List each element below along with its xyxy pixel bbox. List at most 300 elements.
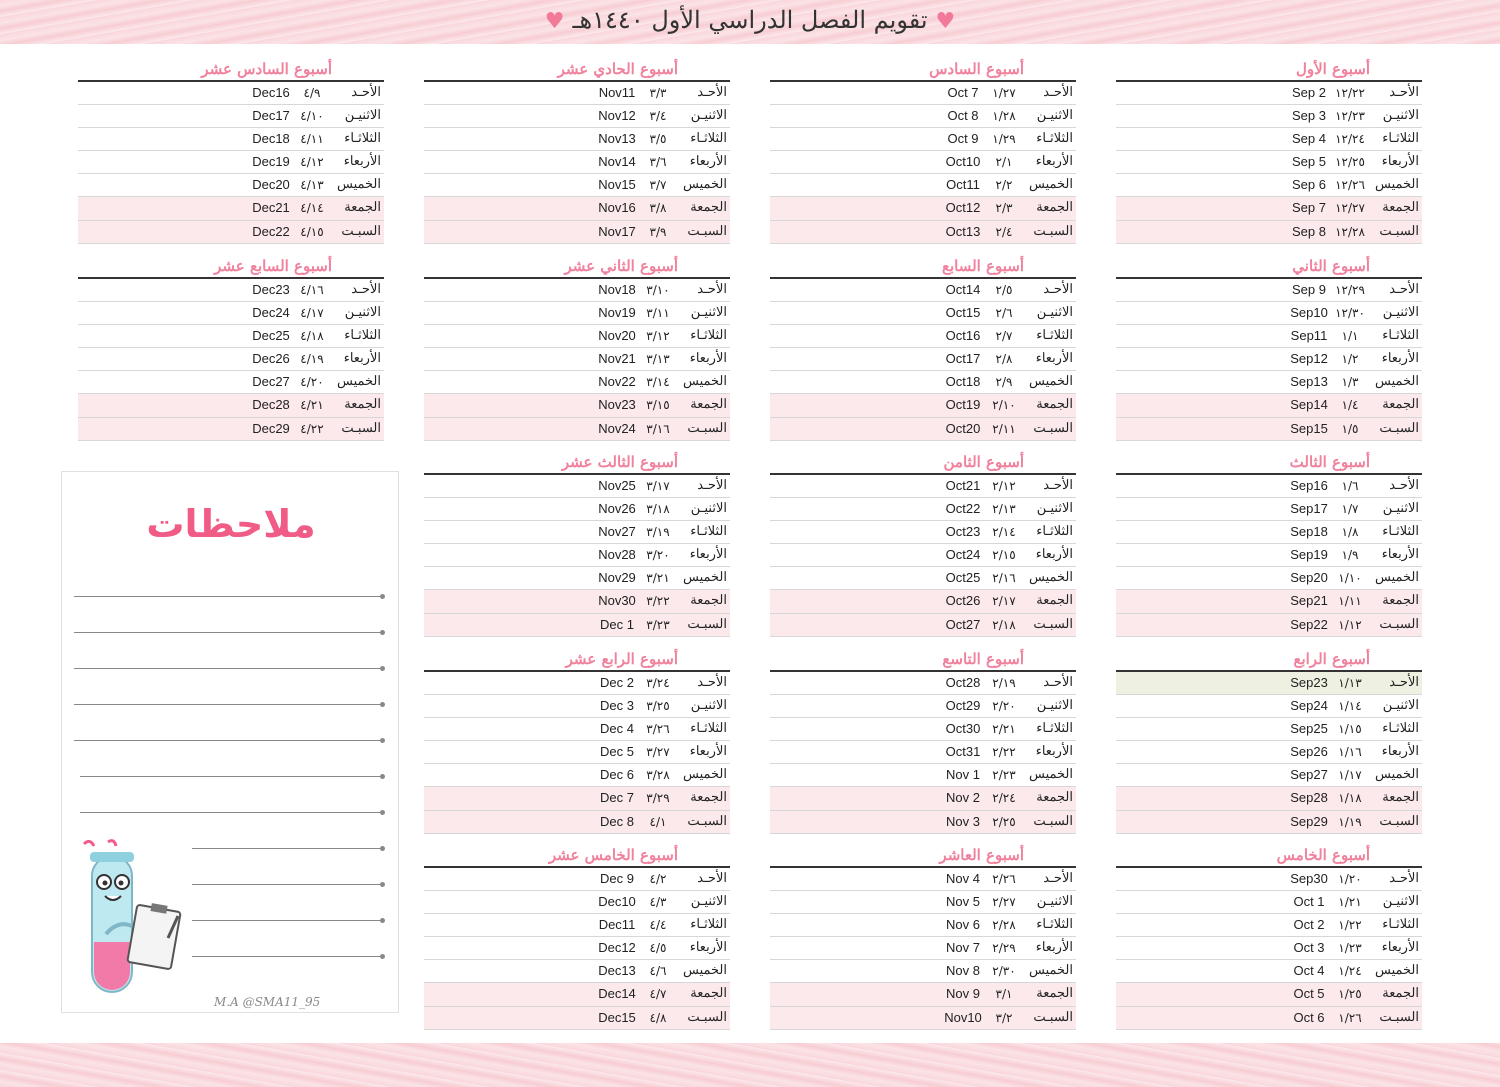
day-name: الأربعاء [689, 744, 727, 760]
gregorian-date: Sep17 [1290, 501, 1328, 517]
hijri-date: ١/٣ [1341, 375, 1359, 390]
hijri-date: ١٢/٣٠ [1335, 306, 1365, 321]
week-table [424, 648, 730, 834]
gregorian-date: Dec16 [252, 85, 290, 100]
hijri-date: ٣/٤ [649, 109, 667, 124]
day-row [770, 394, 1076, 417]
gregorian-date: Sep 9 [1292, 282, 1326, 297]
gregorian-date: Sep15 [1290, 420, 1328, 436]
day-row [770, 937, 1076, 960]
day-name: الاثنيـن [344, 108, 381, 124]
day-name: الجمعة [1036, 790, 1073, 806]
week-table [1116, 451, 1422, 637]
hijri-date: ١/١٩ [1338, 814, 1362, 829]
day-name: الجمعة [1382, 593, 1419, 609]
gregorian-date: Nov 6 [946, 917, 980, 933]
day-name: الاثنيـن [1036, 305, 1073, 321]
day-name: السبـت [687, 420, 727, 436]
day-name: الجمعة [1382, 986, 1419, 1002]
gregorian-date: Sep29 [1290, 813, 1328, 829]
hijri-date: ٤/٤ [649, 918, 667, 933]
note-line-dot [380, 594, 385, 599]
day-name: الخميس [337, 374, 381, 390]
gregorian-date: Sep25 [1290, 721, 1328, 737]
gregorian-date: Dec 6 [600, 767, 634, 783]
day-row [1116, 787, 1422, 810]
week-table [770, 255, 1076, 441]
hijri-date: ٤/٣ [649, 895, 667, 910]
day-row [770, 787, 1076, 810]
hijri-date: ٢/٩ [995, 375, 1013, 390]
day-row [1116, 371, 1422, 394]
hijri-date: ٤/٧ [649, 987, 667, 1002]
day-row [770, 891, 1076, 914]
hijri-date: ٣/١٠ [646, 283, 670, 297]
day-row [424, 695, 730, 718]
hijri-date: ٢/٤ [995, 224, 1013, 239]
gregorian-date: Oct28 [945, 675, 981, 690]
gregorian-date: Oct30 [945, 721, 981, 737]
hijri-date: ٣/١٥ [646, 398, 670, 413]
day-name: الخميس [1029, 963, 1073, 979]
day-name: الخميس [1375, 963, 1419, 979]
day-name: الجمعة [1036, 986, 1073, 1002]
gregorian-date: Nov21 [598, 351, 636, 367]
day-row [770, 544, 1076, 567]
day-name: الأربعاء [689, 547, 727, 563]
day-name: الثلاثـاء [1382, 524, 1419, 540]
credit-handle: M.A @SMA11_95 [214, 995, 321, 1009]
gregorian-date: Dec23 [252, 282, 290, 297]
gregorian-date: Nov13 [598, 131, 636, 147]
day-name: الجمعة [690, 593, 727, 609]
gregorian-date: Nov10 [944, 1009, 982, 1025]
day-row [1116, 279, 1422, 302]
gregorian-date: Oct18 [945, 374, 981, 390]
hijri-date: ١/٦ [1341, 479, 1359, 493]
day-name: الأربعاء [343, 154, 381, 170]
week-table [78, 58, 384, 244]
gregorian-date: Nov17 [598, 223, 636, 239]
gregorian-date: Oct 6 [1293, 1009, 1325, 1025]
day-name: الخميس [1375, 374, 1419, 390]
hijri-date: ١٢/٢٦ [1335, 178, 1365, 193]
day-name: الجمعة [344, 397, 381, 413]
hijri-date: ٤/٢ [649, 872, 667, 886]
day-row [78, 325, 384, 348]
day-row [424, 371, 730, 394]
gregorian-date: Dec 3 [600, 698, 634, 714]
day-name: الاثنيـن [690, 501, 727, 517]
gregorian-date: Nov14 [598, 154, 636, 170]
day-row [770, 82, 1076, 105]
day-row [78, 128, 384, 151]
gregorian-date: Nov26 [598, 501, 636, 517]
day-row [78, 105, 384, 128]
day-row [1116, 1007, 1422, 1030]
day-row [1116, 614, 1422, 637]
day-name: الأحـد [1389, 871, 1419, 886]
note-line-dot [380, 882, 385, 887]
hijri-date: ٤/١٢ [300, 155, 324, 170]
note-line [192, 884, 380, 885]
day-row [1116, 811, 1422, 834]
hijri-date: ١/٢٤ [1338, 964, 1362, 979]
day-row [424, 1007, 730, 1030]
day-name: الثلاثـاء [1036, 328, 1073, 344]
gregorian-date: Dec 8 [600, 813, 634, 829]
hijri-date: ١/٢٧ [992, 86, 1016, 100]
day-name: الجمعة [1036, 200, 1073, 216]
hijri-date: ١/٢١ [1338, 895, 1362, 910]
day-row [770, 151, 1076, 174]
gregorian-date: Dec24 [252, 305, 290, 321]
week-title: أسبوع السادس عشر [201, 60, 332, 78]
day-row [770, 128, 1076, 151]
day-row [770, 672, 1076, 695]
day-row [424, 868, 730, 891]
note-line [80, 812, 380, 813]
hijri-date: ٣/١٤ [646, 375, 670, 390]
hijri-date: ٣/٢١ [646, 571, 670, 586]
hijri-date: ١/١٥ [1338, 722, 1362, 737]
hijri-date: ٣/٢٠ [646, 548, 670, 563]
gregorian-date: Oct23 [945, 524, 981, 540]
week-title: أسبوع الثاني عشر [564, 257, 678, 275]
hijri-date: ٢/٢١ [992, 722, 1016, 737]
day-name: الاثنيـن [690, 698, 727, 714]
hijri-date: ٣/٩ [649, 224, 667, 239]
day-name: الأحـد [351, 85, 381, 100]
hijri-date: ١/١٣ [1338, 676, 1362, 690]
gregorian-date: Sep 3 [1292, 108, 1326, 124]
day-row [770, 475, 1076, 498]
day-row [770, 614, 1076, 637]
gregorian-date: Oct22 [945, 501, 981, 517]
gregorian-date: Oct12 [945, 200, 981, 216]
gregorian-date: Oct26 [945, 593, 981, 609]
day-name: الأربعاء [1035, 940, 1073, 956]
heart-icon: ♥ [935, 9, 956, 34]
heart-icon: ♥ [544, 9, 565, 34]
gregorian-date: Oct31 [945, 744, 981, 760]
day-name: السبـت [341, 420, 381, 436]
week-title: أسبوع العاشر [939, 846, 1024, 864]
hijri-date: ٣/٣ [649, 86, 667, 100]
day-row [770, 868, 1076, 891]
hijri-date: ٤/١٩ [300, 352, 324, 367]
day-row [1116, 221, 1422, 244]
hijri-date: ٢/١٨ [992, 617, 1016, 632]
day-row [770, 302, 1076, 325]
gregorian-date: Nov 8 [946, 963, 980, 979]
gregorian-date: Oct 7 [947, 85, 979, 100]
day-row [424, 197, 730, 220]
day-row [1116, 128, 1422, 151]
week-table [424, 255, 730, 441]
test-tube-mascot-icon [72, 838, 184, 1000]
day-name: الأربعاء [1035, 744, 1073, 760]
gregorian-date: Dec27 [252, 374, 290, 390]
day-row [424, 498, 730, 521]
gregorian-date: Dec 2 [600, 675, 634, 690]
day-row [424, 521, 730, 544]
day-name: الثلاثـاء [690, 328, 727, 344]
hijri-date: ١/١٢ [1338, 617, 1362, 632]
day-name: الجمعة [690, 790, 727, 806]
day-row [78, 221, 384, 244]
gregorian-date: Nov24 [598, 420, 636, 436]
day-name: السبـت [687, 1009, 727, 1025]
hijri-date: ٣/٧ [649, 178, 667, 193]
week-table [424, 844, 730, 1030]
week-title: أسبوع السابع عشر [214, 257, 332, 275]
note-line-dot [380, 630, 385, 635]
day-row [424, 764, 730, 787]
day-name: الثلاثـاء [690, 131, 727, 147]
day-name: السبـت [1379, 616, 1419, 632]
day-name: الخميس [683, 374, 727, 390]
day-row [78, 174, 384, 197]
day-row [1116, 891, 1422, 914]
bottom-decor-band [0, 1043, 1500, 1087]
gregorian-date: Sep13 [1290, 374, 1328, 390]
hijri-date: ٣/٦ [649, 155, 667, 170]
day-name: السبـت [1379, 813, 1419, 829]
hijri-date: ٤/٢٠ [300, 375, 324, 390]
day-row [770, 174, 1076, 197]
day-name: الاثنيـن [1382, 501, 1419, 517]
day-row [770, 718, 1076, 741]
day-row [1116, 498, 1422, 521]
hijri-date: ٤/١٧ [300, 306, 324, 321]
day-name: السبـت [1033, 223, 1073, 239]
week-table [1116, 58, 1422, 244]
gregorian-date: Oct20 [945, 420, 981, 436]
gregorian-date: Nov 2 [946, 790, 980, 806]
hijri-date: ١/٨ [1341, 525, 1359, 540]
day-name: الأحـد [1389, 282, 1419, 297]
day-name: الاثنيـن [690, 305, 727, 321]
gregorian-date: Nov 1 [946, 767, 980, 783]
gregorian-date: Dec 5 [600, 744, 634, 760]
gregorian-date: Dec19 [252, 154, 290, 170]
hijri-date: ٢/٢٩ [992, 941, 1016, 956]
hijri-date: ٢/٣ [995, 201, 1013, 216]
week-table [770, 451, 1076, 637]
note-line [74, 632, 380, 633]
day-row [770, 279, 1076, 302]
day-row [1116, 348, 1422, 371]
day-name: الثلاثـاء [1382, 917, 1419, 933]
day-row [1116, 174, 1422, 197]
gregorian-date: Oct17 [945, 351, 981, 367]
hijri-date: ١/٢ [1341, 352, 1359, 367]
hijri-date: ١/٢٨ [992, 109, 1016, 124]
hijri-date: ٢/٢ [995, 178, 1013, 193]
day-name: الأربعاء [1381, 940, 1419, 956]
day-name: الأحـد [1389, 85, 1419, 100]
hijri-date: ١/٥ [1341, 421, 1359, 436]
hijri-date: ٢/٦ [995, 306, 1013, 321]
gregorian-date: Oct 5 [1293, 986, 1325, 1002]
day-row [1116, 105, 1422, 128]
day-name: الأحـد [697, 675, 727, 690]
week-title: أسبوع الرابع عشر [565, 650, 678, 668]
week-title: أسبوع التاسع [942, 650, 1024, 668]
day-row [424, 221, 730, 244]
gregorian-date: Sep11 [1290, 328, 1328, 344]
note-line [192, 956, 380, 957]
day-name: الأربعاء [1381, 351, 1419, 367]
hijri-date: ٣/٢٨ [646, 768, 670, 783]
day-row [1116, 325, 1422, 348]
hijri-date: ١/٢٦ [1338, 1010, 1362, 1025]
day-name: الاثنيـن [1382, 305, 1419, 321]
day-row [424, 348, 730, 371]
day-row [770, 418, 1076, 441]
gregorian-date: Dec 7 [600, 790, 634, 806]
day-name: الأحـد [1389, 478, 1419, 493]
hijri-date: ٢/٢٥ [992, 814, 1016, 829]
hijri-date: ١/١٨ [1338, 791, 1362, 806]
day-name: الأربعاء [1381, 154, 1419, 170]
note-line [74, 668, 380, 669]
day-name: الثلاثـاء [690, 524, 727, 540]
week-title: أسبوع السابع [941, 257, 1024, 275]
hijri-date: ١/١٧ [1338, 768, 1362, 783]
gregorian-date: Sep21 [1290, 593, 1328, 609]
day-row [1116, 914, 1422, 937]
day-row [1116, 590, 1422, 613]
gregorian-date: Dec26 [252, 351, 290, 367]
day-name: الاثنيـن [1036, 698, 1073, 714]
day-name: الجمعة [690, 986, 727, 1002]
gregorian-date: Sep28 [1290, 790, 1328, 806]
day-name: الأحـد [1043, 871, 1073, 886]
day-name: الاثنيـن [690, 108, 727, 124]
day-row [424, 544, 730, 567]
day-row [1116, 418, 1422, 441]
day-row [424, 394, 730, 417]
day-row [770, 325, 1076, 348]
week-table [424, 451, 730, 637]
gregorian-date: Sep19 [1290, 547, 1328, 563]
day-row [770, 914, 1076, 937]
day-name: الأربعاء [689, 351, 727, 367]
day-name: الأربعاء [1035, 351, 1073, 367]
page-title-text: تقويم الفصل الدراسي الأول ١٤٤٠هـ [572, 6, 928, 34]
hijri-date: ٢/١ [995, 155, 1013, 170]
day-row [1116, 960, 1422, 983]
gregorian-date: Dec 4 [600, 721, 634, 737]
gregorian-date: Sep14 [1290, 397, 1328, 413]
gregorian-date: Nov20 [598, 328, 636, 344]
day-name: الثلاثـاء [690, 721, 727, 737]
hijri-date: ٢/١٠ [992, 398, 1016, 413]
hijri-date: ١/٧ [1341, 502, 1359, 517]
day-row [1116, 82, 1422, 105]
week-table [78, 255, 384, 441]
gregorian-date: Nov23 [598, 397, 636, 413]
hijri-date: ١٢/٢٢ [1335, 86, 1365, 100]
day-name: الثلاثـاء [1036, 721, 1073, 737]
day-name: الخميس [1375, 177, 1419, 193]
hijri-date: ١٢/٢٩ [1335, 283, 1365, 297]
hijri-date: ١/١١ [1338, 594, 1362, 609]
day-name: الخميس [1375, 767, 1419, 783]
note-line-dot [380, 810, 385, 815]
day-row [78, 371, 384, 394]
day-name: السبـت [1379, 223, 1419, 239]
note-line-dot [380, 918, 385, 923]
day-row [424, 937, 730, 960]
day-name: السبـت [1033, 1009, 1073, 1025]
hijri-date: ٢/١٩ [992, 676, 1016, 690]
hijri-date: ٢/٢٤ [992, 791, 1016, 806]
hijri-date: ٣/٢٤ [646, 676, 670, 690]
day-name: الخميس [683, 570, 727, 586]
day-name: الثلاثـاء [1036, 131, 1073, 147]
gregorian-date: Oct 4 [1293, 963, 1325, 979]
hijri-date: ١/٤ [1341, 398, 1359, 413]
day-row [1116, 868, 1422, 891]
day-name: الخميس [1029, 767, 1073, 783]
day-row [770, 221, 1076, 244]
gregorian-date: Nov 4 [946, 871, 980, 886]
day-name: الثلاثـاء [344, 131, 381, 147]
gregorian-date: Oct21 [945, 478, 981, 493]
note-line [192, 920, 380, 921]
day-row [424, 325, 730, 348]
note-line [80, 776, 380, 777]
hijri-date: ٣/٥ [649, 132, 667, 147]
gregorian-date: Sep20 [1290, 570, 1328, 586]
day-row [78, 197, 384, 220]
note-line-dot [380, 738, 385, 743]
day-row [78, 394, 384, 417]
day-name: الاثنيـن [1036, 501, 1073, 517]
hijri-date: ٤/١٦ [300, 283, 324, 297]
day-name: الجمعة [1382, 397, 1419, 413]
day-name: الخميس [1029, 374, 1073, 390]
note-line-dot [380, 666, 385, 671]
day-name: الخميس [683, 177, 727, 193]
hijri-date: ١/٢٥ [1338, 987, 1362, 1002]
gregorian-date: Nov28 [598, 547, 636, 563]
gregorian-date: Nov18 [598, 282, 636, 297]
day-name: الخميس [1029, 570, 1073, 586]
day-row [770, 764, 1076, 787]
day-name: الجمعة [1036, 593, 1073, 609]
gregorian-date: Oct11 [946, 177, 980, 193]
day-name: الخميس [683, 767, 727, 783]
gregorian-date: Sep10 [1290, 305, 1328, 321]
day-row [770, 498, 1076, 521]
note-line [74, 704, 380, 705]
day-name: الثلاثـاء [1382, 131, 1419, 147]
day-row [770, 811, 1076, 834]
gregorian-date: Nov 9 [946, 986, 980, 1002]
day-row [78, 82, 384, 105]
hijri-date: ٤/١٣ [300, 178, 324, 193]
day-row [424, 960, 730, 983]
hijri-date: ٢/٧ [995, 329, 1013, 344]
gregorian-date: Dec10 [598, 894, 636, 910]
week-table [424, 58, 730, 244]
gregorian-date: Sep24 [1290, 698, 1328, 714]
hijri-date: ٢/٢٧ [992, 895, 1016, 910]
